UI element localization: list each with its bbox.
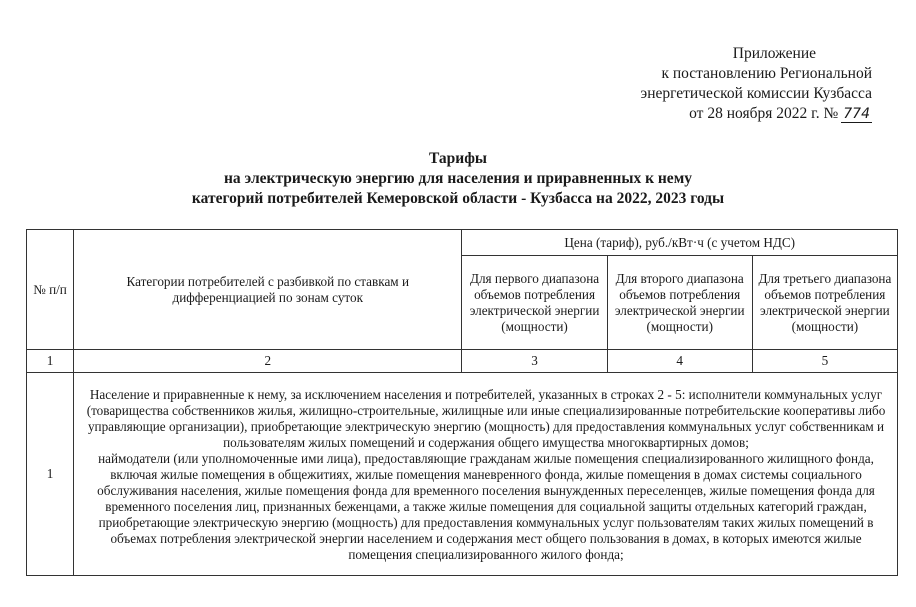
column-number: 4	[607, 350, 752, 373]
column-number: 5	[752, 350, 897, 373]
header-range-1: Для первого диапазона объемов потребления электрической энергии (мощности)	[462, 256, 607, 350]
appendix-commission: энергетической комиссии Кузбасса	[640, 85, 872, 102]
appendix-date: от 28 ноября 2022 г. №	[689, 105, 839, 122]
appendix-block	[512, 44, 872, 124]
header-range-2: Для второго диапазона объемов потребления электрической энергии (мощности)	[607, 256, 752, 350]
row-paragraph: Население и приравненные к нему, за исключением населения и потребителей, указанных в строках 2 - 5: исполнители коммунальных услуг (товарищества собственников жилья, жилищно-строительные, жилищные или иные специализированные потребительские кооперативы либо управляющие организации), приобретающие электрическую энергию (мощность) для предоставления коммунальных услуг собственникам и пользователям жилых помещений и содержания общего имущества многоквартирных домов;	[86, 387, 886, 450]
row-description	[74, 373, 898, 576]
tariff-table	[26, 229, 898, 576]
table-row	[27, 373, 898, 576]
title-line-3: категорий потребителей Кемеровской области - Кузбасса на 2022, 2023 годы	[191, 190, 725, 207]
row-paragraph: наймодатели (или уполномоченные ими лица), предоставляющие гражданам жилые помещения специализированного жилищного фонда, включая жилые помещения в общежитиях, жилые помещения маневренного фонда, жилые помещения в домах системы социального обслуживания населения, жилые помещения фонда для временного поселения вынужденных переселенцев, жилые помещения фонда для временного поселения лиц, признанных беженцами, а также жилые помещения для социальной защиты отдельных категорий граждан, приобретающие электрическую энергию (мощность) для предоставления коммунальных услуг пользователям таких жилых помещений в объемах потребления электрической энергии населением и содержания мест общего пользования в домах, в которых имеются жилые помещения специализированного жилого фонда;	[97, 451, 875, 562]
column-number: 1	[27, 350, 74, 373]
header-num: № п/п	[27, 230, 74, 350]
header-range-3: Для третьего диапазона объемов потребления электрической энергии (мощности)	[752, 256, 897, 350]
resolution-number: 774	[843, 106, 870, 122]
title-line-1: Тарифы	[428, 150, 488, 167]
header-price: Цена (тариф), руб./кВт·ч (с учетом НДС)	[462, 230, 898, 256]
title-line-2: на электрическую энергию для населения и приравненных к нему	[224, 170, 692, 187]
document-title	[0, 149, 916, 209]
appendix-title: Приложение	[732, 45, 816, 62]
row-number: 1	[27, 373, 74, 576]
column-number: 3	[462, 350, 607, 373]
table-header-row	[27, 230, 898, 256]
appendix-resolution: к постановлению Региональной	[661, 65, 872, 82]
column-number-row	[27, 350, 898, 373]
header-category: Категории потребителей с разбивкой по ставкам и дифференциацией по зонам суток	[74, 230, 462, 350]
appendix-date-line	[512, 104, 872, 124]
column-number: 2	[74, 350, 462, 373]
